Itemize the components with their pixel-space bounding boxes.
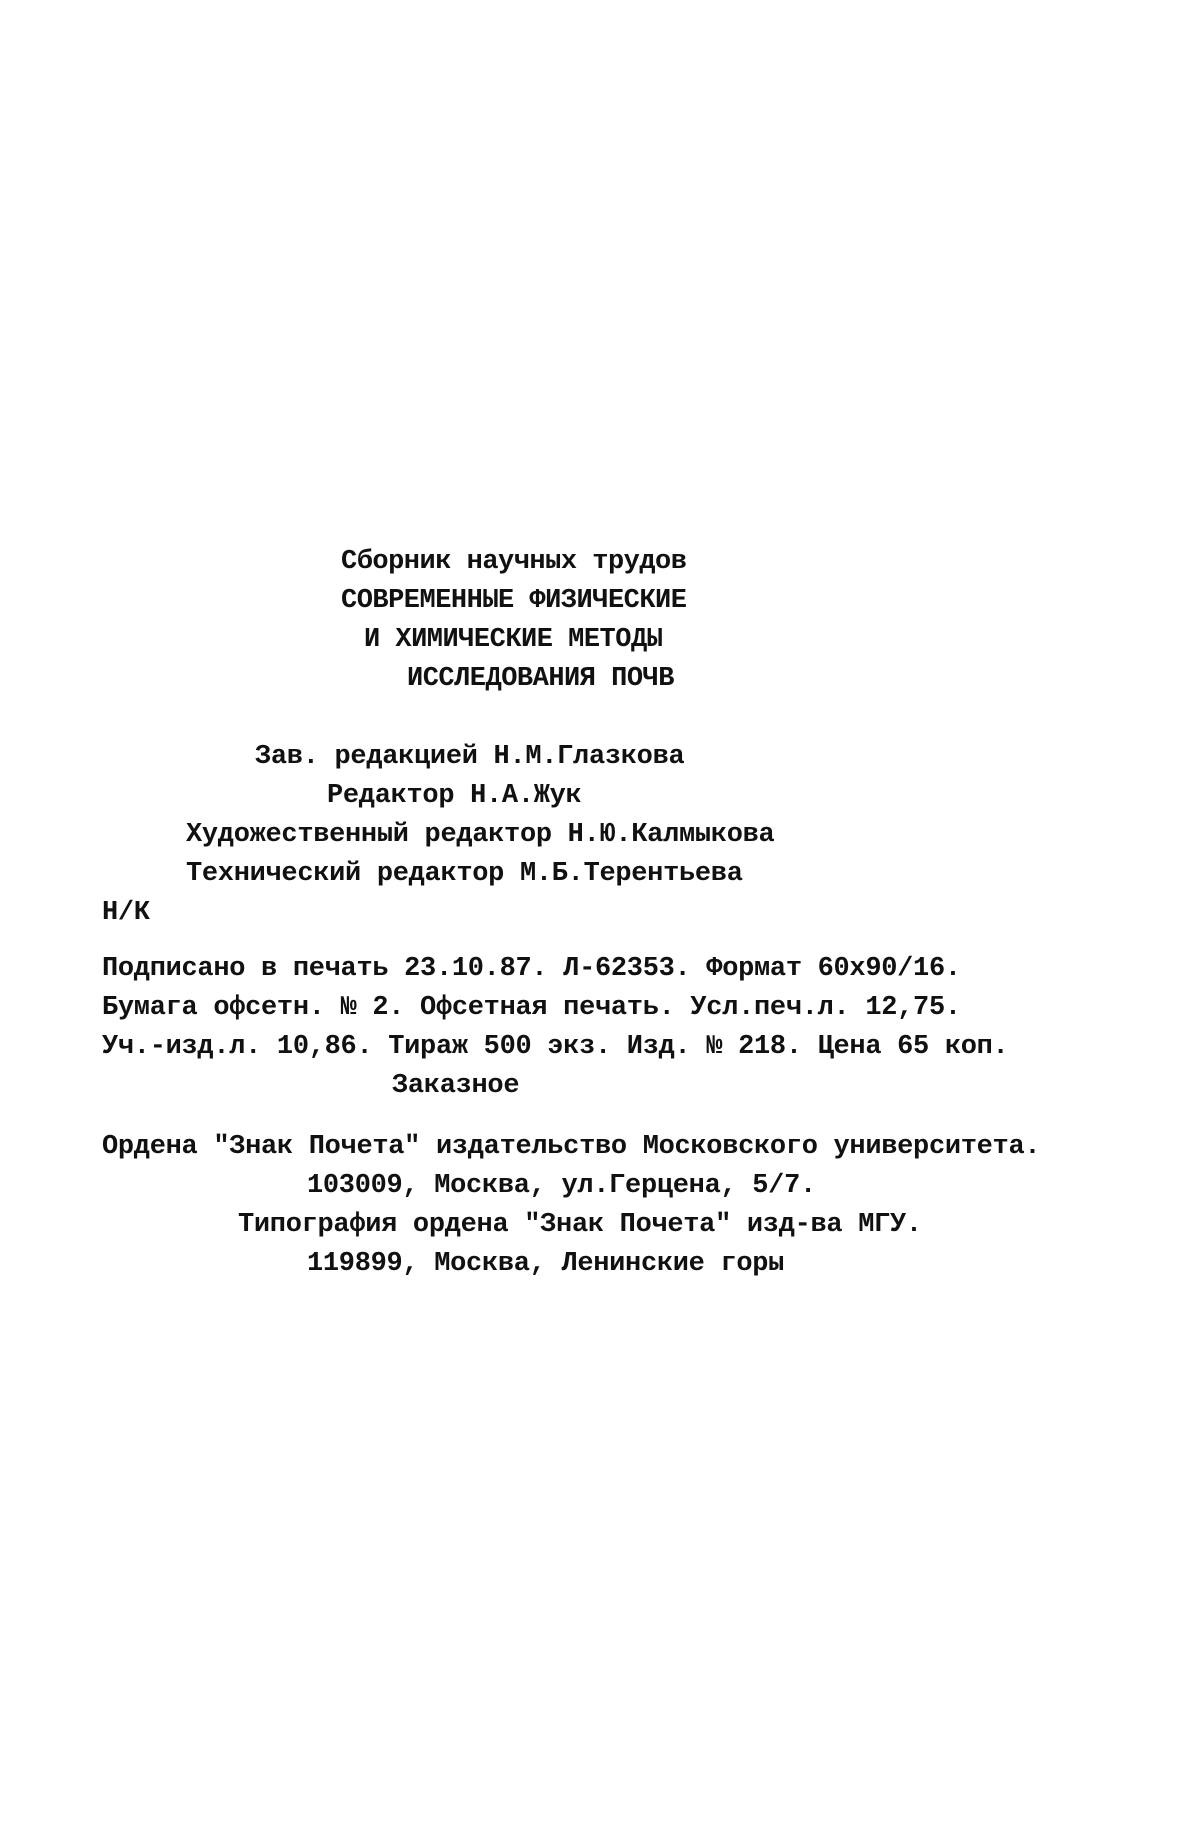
printing-house-address: 119899, Москва, Ленинские горы	[307, 1249, 785, 1279]
head-editor-credit: Зав. редакцией Н.М.Глазкова	[255, 742, 685, 772]
editor-credit: Редактор Н.А.Жук	[327, 781, 582, 811]
order-type: Заказное	[392, 1071, 520, 1101]
title-line-3: ИССЛЕДОВАНИЯ ПОЧВ	[407, 664, 674, 694]
title-line-1: СОВРЕМЕННЫЕ ФИЗИЧЕСКИЕ	[341, 586, 687, 616]
publisher-line-1: Ордена "Знак Почета" издательство Московского университета.	[102, 1132, 1041, 1162]
publisher-address: 103009, Москва, ул.Герцена, 5/7.	[307, 1171, 816, 1201]
print-info-line-3: Уч.-изд.л. 10,86. Тираж 500 экз. Изд. № 218. Цена 65 коп.	[102, 1032, 1009, 1062]
code-label: Н/К	[102, 898, 150, 928]
collection-subtitle: Сборник научных трудов	[341, 547, 687, 577]
print-info-line-1: Подписано в печать 23.10.87. Л-62353. Формат 60х90/16.	[102, 954, 961, 984]
print-info-line-2: Бумага офсетн. № 2. Офсетная печать. Усл.печ.л. 12,75.	[102, 993, 961, 1023]
art-editor-credit: Художественный редактор Н.Ю.Калмыкова	[186, 820, 775, 850]
printing-house: Типография ордена "Знак Почета" изд-ва МГУ.	[238, 1210, 922, 1240]
tech-editor-credit: Технический редактор М.Б.Терентьева	[186, 859, 743, 889]
title-line-2: И ХИМИЧЕСКИЕ МЕТОДЫ	[364, 625, 663, 655]
